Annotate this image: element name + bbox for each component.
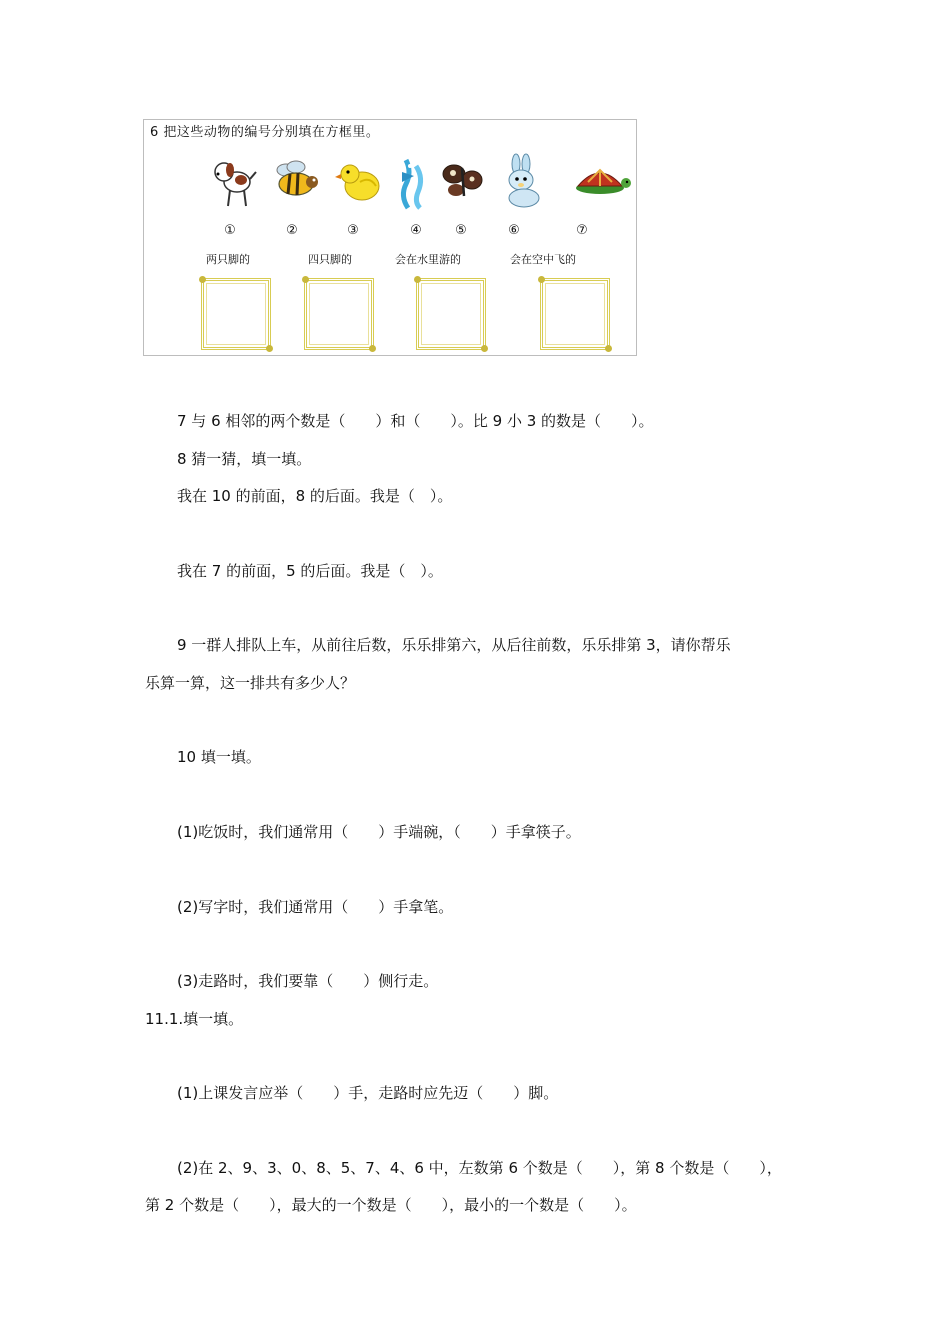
question-7: 7 与 6 相邻的两个数是（ ）和（ ）。比 9 小 3 的数是（ ）。 [177,412,654,430]
question-11-part-2-line-1: (2)在 2、9、3、0、8、5、7、4、6 中，左数第 6 个数是（ ），第 8 个数是（ ）， [177,1159,782,1177]
answer-box[interactable] [201,278,271,350]
question-10-title: 10 填一填。 [177,748,261,766]
animal-number: ④ [410,223,422,238]
rabbit-icon [494,152,554,212]
answer-box[interactable] [304,278,374,350]
animal-number: ① [224,223,236,238]
turtle-icon [572,152,632,212]
animal-number: ② [286,223,298,238]
question-10-part-1: (1)吃饭时，我们通常用（ ）手端碗，（ ）手拿筷子。 [177,823,581,841]
question-10-part-2: (2)写字时，我们通常用（ ）手拿笔。 [177,898,454,916]
question-9-line-1: 9 一群人排队上车，从前往后数，乐乐排第六，从后往前数，乐乐排第 3，请你帮乐 [177,636,731,654]
question-11-part-2-line-2: 第 2 个数是（ ），最大的一个数是（ ），最小的一个数是（ ）。 [145,1196,637,1214]
figure-title: 6 把这些动物的编号分别填在方框里。 [150,125,380,140]
question-8-title: 8 猜一猜，填一填。 [177,450,312,468]
answer-box[interactable] [416,278,486,350]
question-8-part-2: 我在 7 的前面，5 的后面。我是（ ）。 [177,562,443,580]
animal-number: ③ [347,223,359,238]
chick-icon [330,152,390,212]
category-label: 会在水里游的 [395,253,461,266]
question-11-part-1: (1)上课发言应举（ ）手，走路时应先迈（ ）脚。 [177,1084,559,1102]
category-label: 四只脚的 [308,253,352,266]
animal-number: ⑥ [508,223,520,238]
question-10-part-3: (3)走路时，我们要靠（ ）侧行走。 [177,972,439,990]
category-label: 会在空中飞的 [510,253,576,266]
category-label: 两只脚的 [206,253,250,266]
bee-icon [266,152,326,212]
dog-icon [204,152,264,212]
animal-number: ⑦ [576,223,588,238]
animal-number: ⑤ [455,223,467,238]
animal-sorting-figure [143,119,637,356]
butterfly-icon [434,152,494,212]
question-9-line-2: 乐算一算，这一排共有多少人？ [145,674,356,692]
answer-box[interactable] [540,278,610,350]
question-8-part-1: 我在 10 的前面，8 的后面。我是（ ）。 [177,487,453,505]
question-11-title: 11.1.填一填。 [145,1010,244,1028]
